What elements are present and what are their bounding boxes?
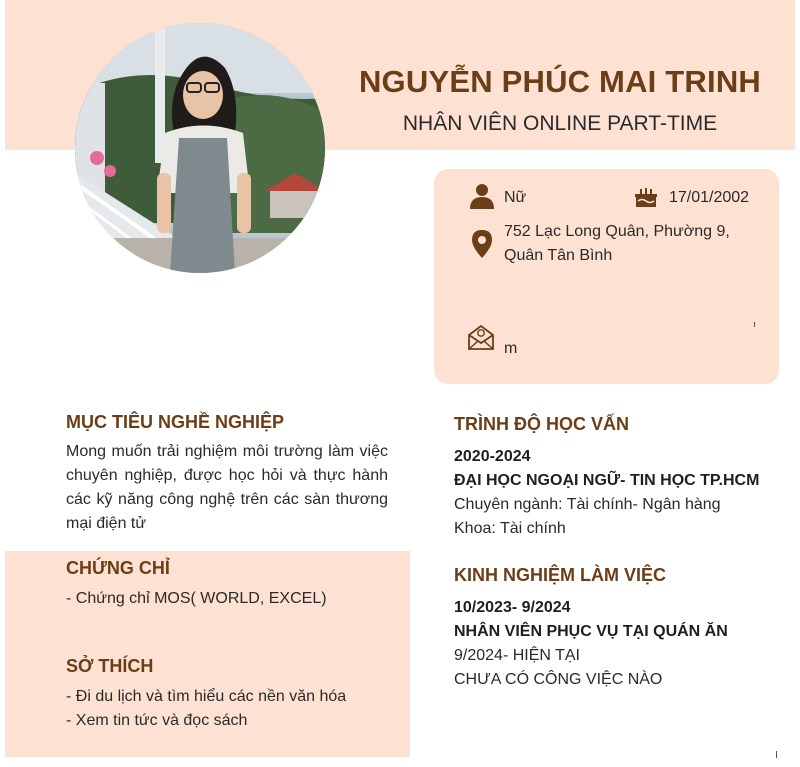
hobbies-list — [66, 685, 406, 733]
gender-value: Nữ — [504, 189, 527, 206]
hobby-item: - Xem tin tức và đọc sách — [66, 712, 248, 729]
certificates-title: CHỨNG CHỈ — [66, 558, 170, 578]
certificate-item: - Chứng chỉ MOS( WORLD, EXCEL) — [66, 590, 327, 607]
experience-period-2: 9/2024- HIỆN TẠI — [454, 647, 580, 664]
education-details — [454, 445, 784, 541]
hobby-item: - Đi du lịch và tìm hiểu các nền văn hóa — [66, 688, 347, 705]
experience-details — [454, 596, 784, 692]
profile-photo — [75, 23, 325, 273]
objective-title: MỤC TIÊU NGHỀ NGHIỆP — [66, 412, 285, 432]
education-major: Chuyên ngành: Tài chính- Ngân hàng — [454, 496, 721, 513]
education-period: 2020-2024 — [454, 448, 531, 465]
address-line-2: Quân Tân Bình — [504, 247, 613, 264]
address — [504, 220, 730, 268]
location-pin-icon — [472, 230, 492, 258]
hobbies-title: SỞ THÍCH — [66, 656, 154, 676]
experience-title: KINH NGHIỆM LÀM VIỆC — [454, 565, 667, 585]
email-envelope-icon — [468, 324, 494, 350]
page-edge-mark — [776, 751, 777, 758]
experience-period-1: 10/2023- 9/2024 — [454, 599, 571, 616]
person-icon — [469, 183, 495, 209]
experience-role-2: CHƯA CÓ CÔNG VIỆC NÀO — [454, 671, 663, 688]
objective-text: Mong muốn trải nghiệm môi trường làm việc chuyên nghiệp, được học hỏi và thực hành các kỹ năng công nghệ trên các sàn thương mại điện tử — [66, 443, 388, 532]
birthday-cake-icon — [634, 184, 658, 208]
email-value: m — [504, 340, 518, 357]
education-faculty: Khoa: Tài chính — [454, 520, 566, 537]
experience-role-1: NHÂN VIÊN PHỤC VỤ TẠI QUÁN ĂN — [454, 623, 728, 640]
education-school: ĐẠI HỌC NGOẠI NGỮ- TIN HỌC TP.HCM — [454, 472, 760, 489]
birthdate-value: 17/01/2002 — [669, 189, 750, 206]
text-cursor-mark — [754, 322, 755, 327]
address-line-1: 752 Lạc Long Quân, Phường 9, — [504, 223, 730, 240]
profile-photo-illustration — [75, 23, 325, 273]
education-title: TRÌNH ĐỘ HỌC VẤN — [454, 414, 629, 434]
job-title: NHÂN VIÊN ONLINE PART-TIME — [402, 112, 718, 135]
candidate-name: NGUYỄN PHÚC MAI TRINH — [358, 64, 762, 99]
